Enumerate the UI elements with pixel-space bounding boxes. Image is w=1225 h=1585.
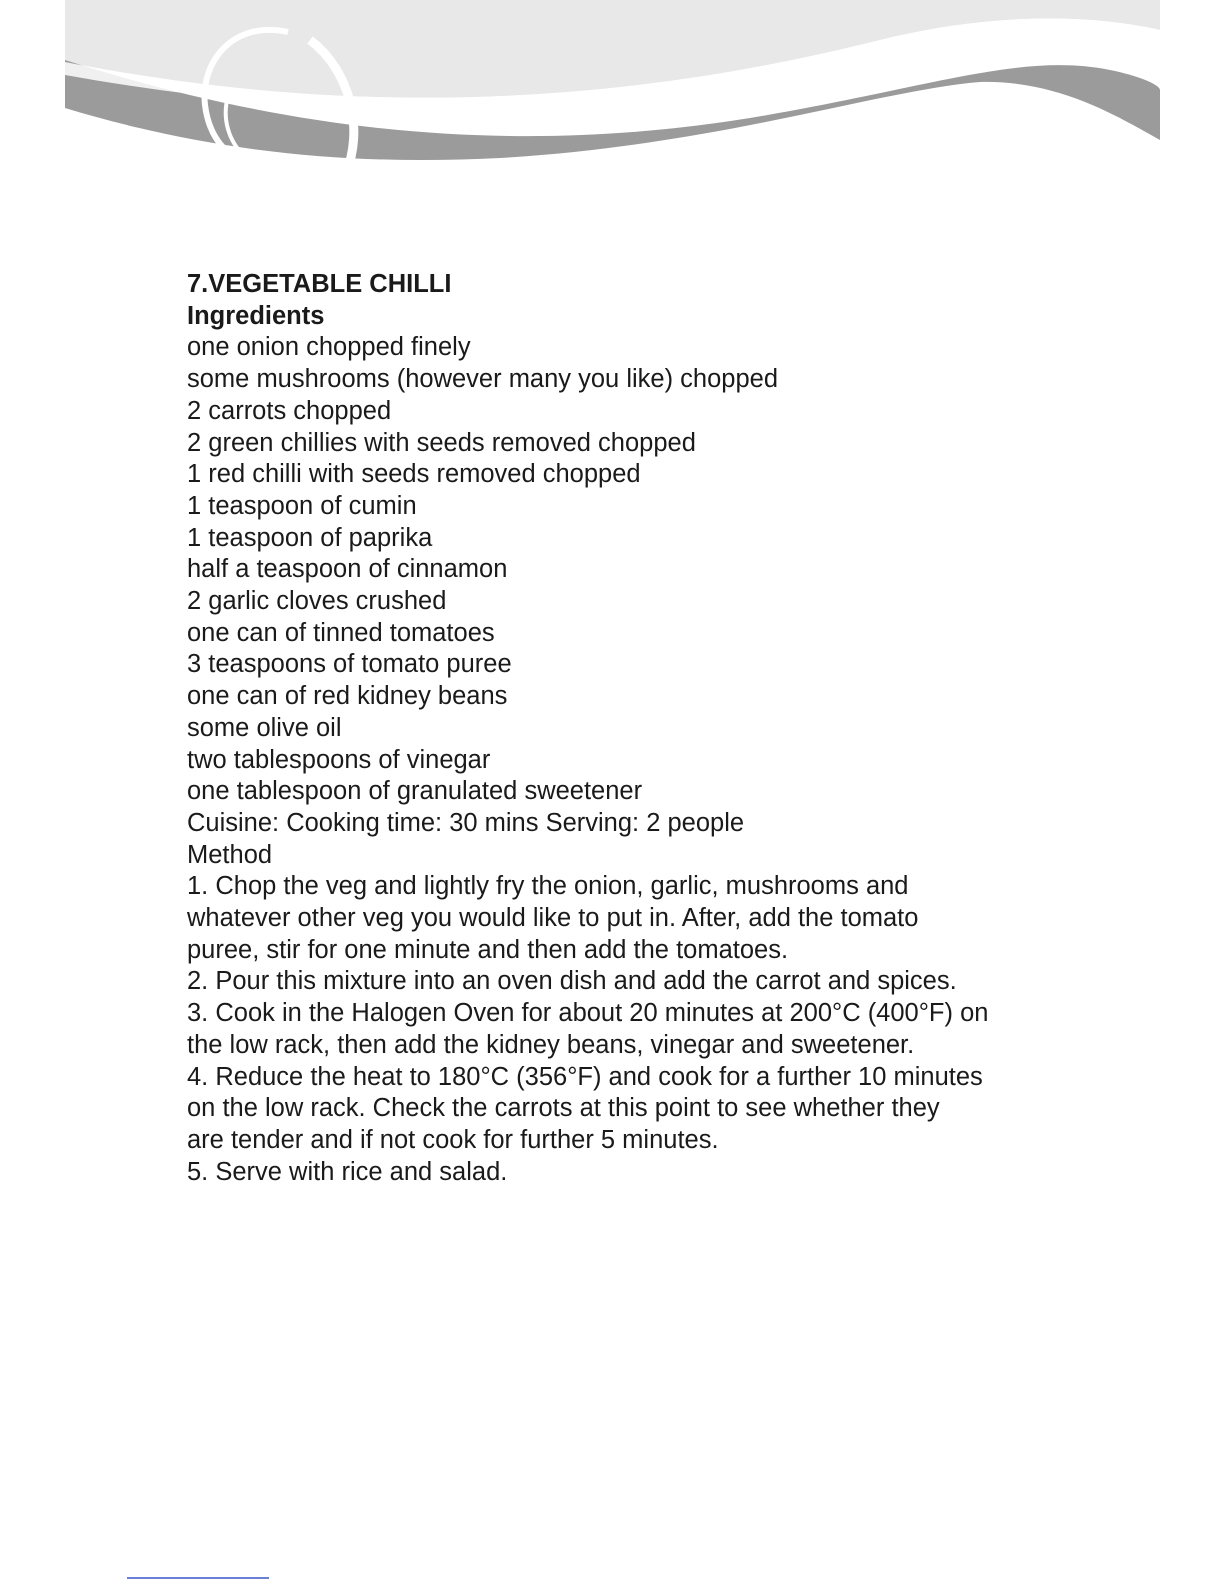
ingredient-item: 1 teaspoon of paprika [187,523,433,552]
method-line: 4. Reduce the heat to 180°C (356°F) and cook for a further 10 minutes [187,1062,983,1091]
method-steps [187,871,1067,1188]
ingredient-item: one can of tinned tomatoes [187,618,495,647]
recipe-info-line: Cuisine: Cooking time: 30 mins Serving: 2 people [187,808,745,837]
method-line: 1. Chop the veg and lightly fry the onion, garlic, mushrooms and [187,872,909,901]
ingredient-item: 2 garlic cloves crushed [187,587,447,616]
ingredient-item: 1 teaspoon of cumin [187,491,417,520]
ingredient-item: some olive oil [187,713,342,742]
ingredient-item: 2 carrots chopped [187,396,392,425]
method-line: 2. Pour this mixture into an oven dish and add the carrot and spices. [187,967,957,996]
ingredient-item: one tablespoon of granulated sweetener [187,777,643,806]
method-line: puree, stir for one minute and then add the tomatoes. [187,935,789,964]
method-line: whatever other veg you would like to put in. After, add the tomato [187,904,919,933]
recipe-content [187,269,1067,1188]
ingredient-item: 2 green chillies with seeds removed chopped [187,428,696,457]
ingredients-heading: Ingredients [187,301,325,330]
ingredient-item: half a teaspoon of cinnamon [187,555,508,584]
method-line: 5. Serve with rice and salad. [187,1157,508,1186]
ingredient-item: one onion chopped finely [187,333,471,362]
ingredient-item: two tablespoons of vinegar [187,745,491,774]
recipe-title: 7.VEGETABLE CHILLI [187,270,452,298]
ingredient-item: 1 red chilli with seeds removed chopped [187,460,641,489]
footer-rule [127,1577,269,1579]
method-line: on the low rack. Check the carrots at this point to see whether they [187,1094,940,1123]
method-line: are tender and if not cook for further 5 minutes. [187,1125,719,1154]
method-line: 3. Cook in the Halogen Oven for about 20 minutes at 200°C (400°F) on [187,999,989,1028]
ingredient-item: one can of red kidney beans [187,682,508,711]
header-wave-decoration [0,0,1225,175]
method-line: the low rack, then add the kidney beans, vinegar and sweetener. [187,1030,915,1059]
method-heading: Method [187,840,273,869]
ingredients-list [187,332,1067,808]
ingredient-item: 3 teaspoons of tomato puree [187,650,512,679]
ingredient-item: some mushrooms (however many you like) chopped [187,365,779,394]
